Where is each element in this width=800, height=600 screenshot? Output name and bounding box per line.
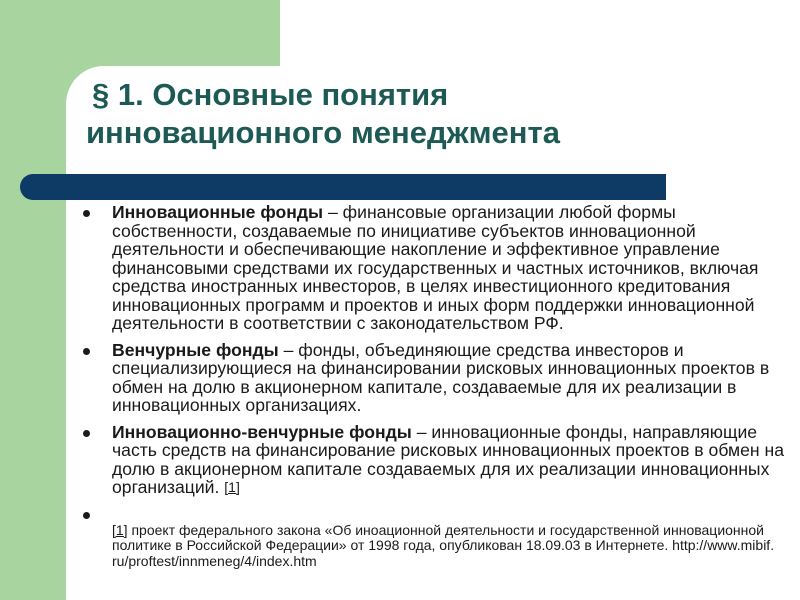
term-innovation-venture-funds: Инновационно-венчурные фонды <box>112 421 412 442</box>
list-item-venture-funds <box>80 341 785 415</box>
bullet-icon <box>83 210 90 217</box>
bullet-icon <box>83 348 90 355</box>
term-venture-funds: Венчурные фонды <box>112 339 279 360</box>
slide-title <box>86 76 776 152</box>
list-item-innovation-funds <box>80 203 785 333</box>
bullet-icon <box>83 430 90 437</box>
title-line-2: инновационного менеджмента <box>86 115 560 150</box>
definition-venture-funds: – фонды, объединяющие средства инвесторов и специализирующиеся на финансировании рисковых инновационных проектов в обмен на долю в акционерном капитале, создаваемые для их реализации в инновационных организациях. <box>112 339 770 415</box>
definitions-list <box>80 203 785 569</box>
title-line-1: § 1. Основные понятия <box>92 77 449 112</box>
bullet-icon <box>83 512 90 519</box>
footnote-anchor-link[interactable]: [1] <box>112 521 128 538</box>
term-innovation-funds: Инновационные фонды <box>112 202 324 222</box>
decorative-title-bar <box>20 174 666 200</box>
list-item-innovation-venture-funds <box>80 423 785 497</box>
definition-innovation-venture-funds: – инновационные фонды, направляющие часть средств на финансирование рисковых инновационных проектов в обмен на долю в акционерном капитале создаваемых для их реализации инновационных организаций. <box>112 421 784 497</box>
definition-innovation-funds: – финансовые организации любой формы собственности, создаваемые по инициативе субъектов инновационной деятельности и обеспечивающие накопление и эффективное управление финансовыми средствами их государственных и частных источников, включая средства иностранных инвесторов, в целях инвестиционного кредитования инновационных программ и проектов и иных форм поддержки инновационной деятельности в соответствии с законодательством РФ. <box>112 202 759 333</box>
footnote <box>80 523 785 570</box>
footnote-reference-link[interactable]: [1] <box>224 479 240 495</box>
footnote-text: проект федерального закона «Об иноационной деятельности и государственной инновационной политике в Российской Федерации» от 1998 года, опубликован 18.09.03 в Интернете. http://www.mibif. ru/proftest/innmeneg/4/index.htm <box>112 521 775 569</box>
list-item-empty <box>80 505 785 517</box>
